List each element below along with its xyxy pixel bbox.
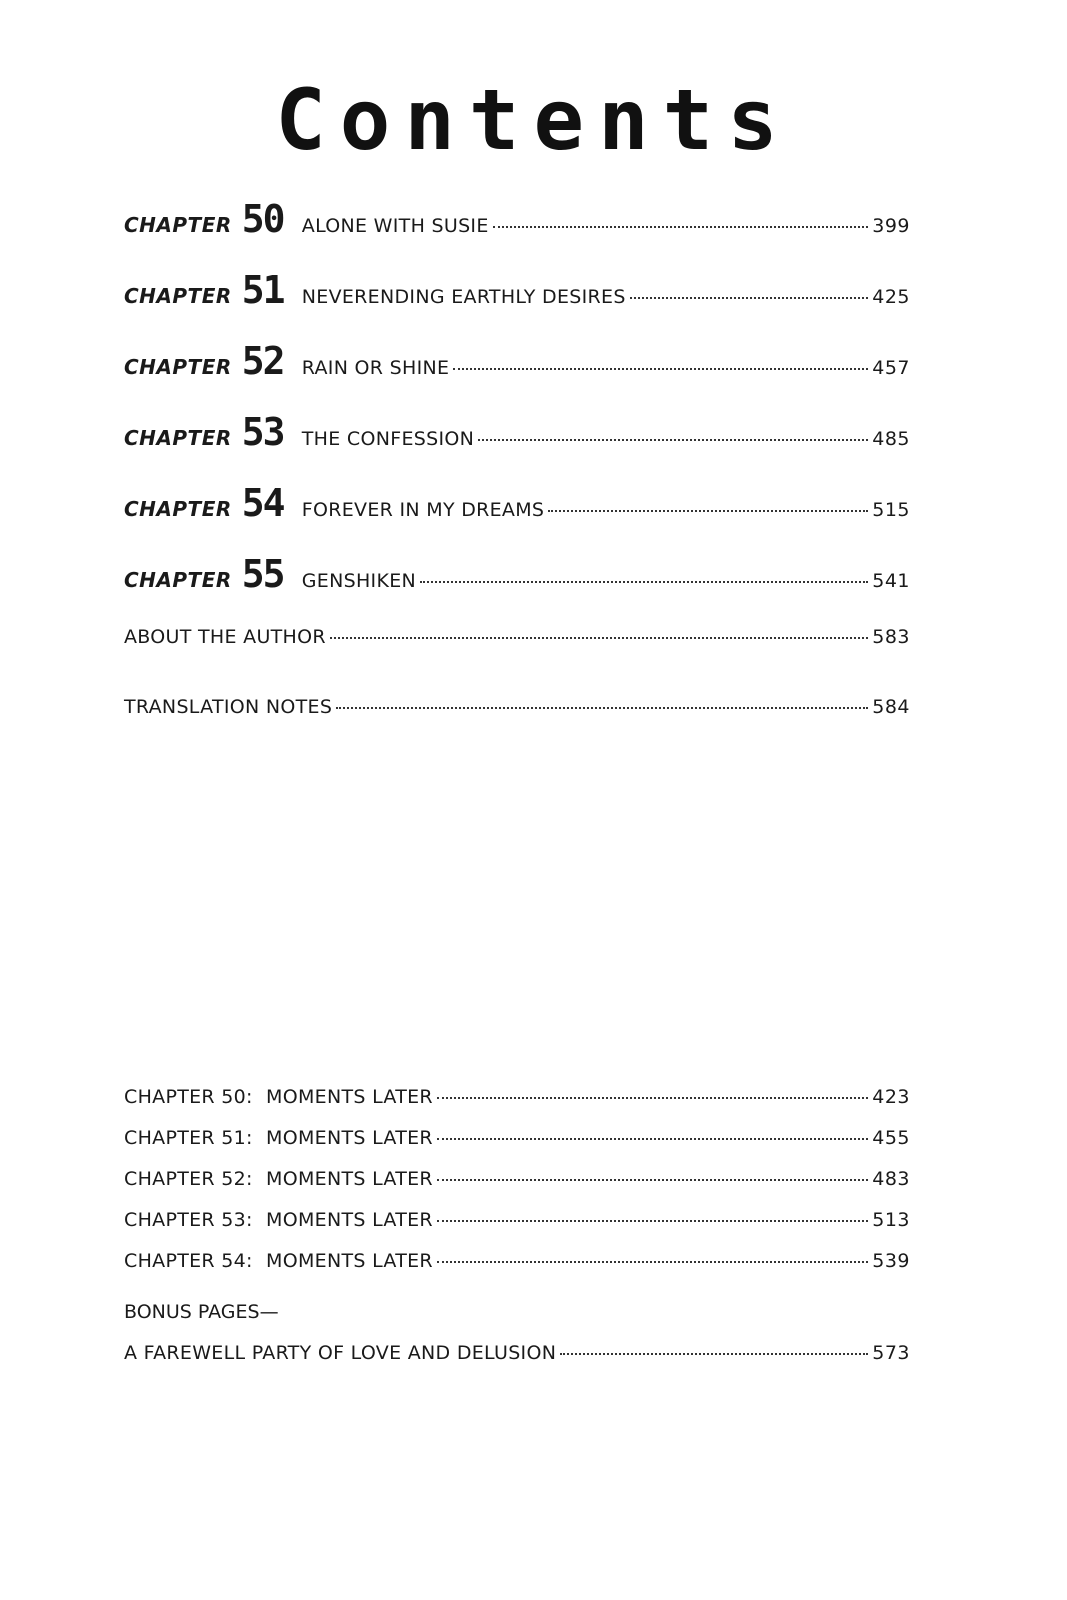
page-number: 457 <box>872 357 910 379</box>
chapter-label: CHAPTER 53: <box>124 1209 253 1231</box>
dot-leader <box>437 1138 868 1140</box>
toc-entry-moments-50[interactable] <box>124 1086 910 1127</box>
chapter-label: CHAPTER 51: <box>124 1127 253 1149</box>
chapter-word: CHAPTER <box>124 213 232 237</box>
dot-leader <box>437 1097 868 1099</box>
toc-entry-bonus[interactable] <box>124 1342 910 1383</box>
entry-title: MOMENTS LATER <box>266 1168 433 1190</box>
chapter-title: FOREVER IN MY DREAMS <box>301 499 545 521</box>
dot-leader <box>453 368 868 370</box>
dot-leader <box>478 439 868 441</box>
entry-title: TRANSLATION NOTES <box>124 696 333 718</box>
chapter-number: 51 <box>241 268 284 312</box>
chapter-list <box>124 197 910 766</box>
dot-leader <box>437 1220 868 1222</box>
page-number: 423 <box>872 1086 910 1108</box>
moments-later-list <box>124 1086 910 1383</box>
toc-entry-chapter-53[interactable] <box>124 410 910 484</box>
page-number: 399 <box>872 215 910 237</box>
toc-entry-chapter-55[interactable] <box>124 552 910 626</box>
dot-leader <box>437 1179 868 1181</box>
chapter-title: GENSHIKEN <box>301 570 417 592</box>
chapter-word: CHAPTER <box>124 284 232 308</box>
dot-leader <box>548 510 868 512</box>
toc-entry-chapter-52[interactable] <box>124 339 910 413</box>
page-number: 541 <box>872 570 910 592</box>
page-number: 425 <box>872 286 910 308</box>
toc-entry-translation-notes[interactable] <box>124 696 910 766</box>
chapter-word: CHAPTER <box>124 497 232 521</box>
toc-entry-about-author[interactable] <box>124 626 910 696</box>
entry-title: MOMENTS LATER <box>266 1250 433 1272</box>
bonus-heading: BONUS PAGES— <box>124 1301 279 1323</box>
chapter-title: THE CONFESSION <box>301 428 475 450</box>
page-number: 515 <box>872 499 910 521</box>
toc-entry-moments-52[interactable] <box>124 1168 910 1209</box>
entry-title: A FAREWELL PARTY OF LOVE AND DELUSION <box>124 1342 557 1364</box>
dot-leader <box>437 1261 868 1263</box>
chapter-title: ALONE WITH SUSIE <box>301 215 489 237</box>
entry-title: MOMENTS LATER <box>266 1209 433 1231</box>
chapter-title: NEVERENDING EARTHLY DESIRES <box>301 286 626 308</box>
toc-entry-moments-53[interactable] <box>124 1209 910 1250</box>
toc-entry-moments-51[interactable] <box>124 1127 910 1168</box>
page-title: Contents <box>275 71 792 169</box>
dot-leader <box>493 226 869 228</box>
chapter-label: CHAPTER 52: <box>124 1168 253 1190</box>
chapter-word: CHAPTER <box>124 568 232 592</box>
dot-leader <box>336 707 868 709</box>
page-number: 584 <box>872 696 910 718</box>
dot-leader <box>330 637 868 639</box>
dot-leader <box>630 297 869 299</box>
chapter-label: CHAPTER 54: <box>124 1250 253 1272</box>
entry-title: MOMENTS LATER <box>266 1086 433 1108</box>
page-number: 573 <box>872 1342 910 1364</box>
page-number: 483 <box>872 1168 910 1190</box>
toc-entry-chapter-54[interactable] <box>124 481 910 555</box>
chapter-label: CHAPTER 50: <box>124 1086 253 1108</box>
toc-entry-chapter-51[interactable] <box>124 268 910 342</box>
dot-leader <box>560 1353 868 1355</box>
dot-leader <box>420 581 868 583</box>
chapter-number: 55 <box>241 552 284 596</box>
toc-entry-moments-54[interactable] <box>124 1250 910 1291</box>
chapter-number: 54 <box>241 481 284 525</box>
entry-title: ABOUT THE AUTHOR <box>124 626 326 648</box>
chapter-word: CHAPTER <box>124 426 232 450</box>
chapter-title: RAIN OR SHINE <box>301 357 450 379</box>
chapter-number: 53 <box>241 410 284 454</box>
page-number: 583 <box>872 626 910 648</box>
chapter-number: 50 <box>241 197 284 241</box>
page-number: 513 <box>872 1209 910 1231</box>
chapter-word: CHAPTER <box>124 355 232 379</box>
toc-entry-chapter-50[interactable] <box>124 197 910 271</box>
chapter-number: 52 <box>241 339 284 383</box>
page-number: 539 <box>872 1250 910 1272</box>
entry-title: MOMENTS LATER <box>266 1127 433 1149</box>
page-number: 485 <box>872 428 910 450</box>
page-number: 455 <box>872 1127 910 1149</box>
